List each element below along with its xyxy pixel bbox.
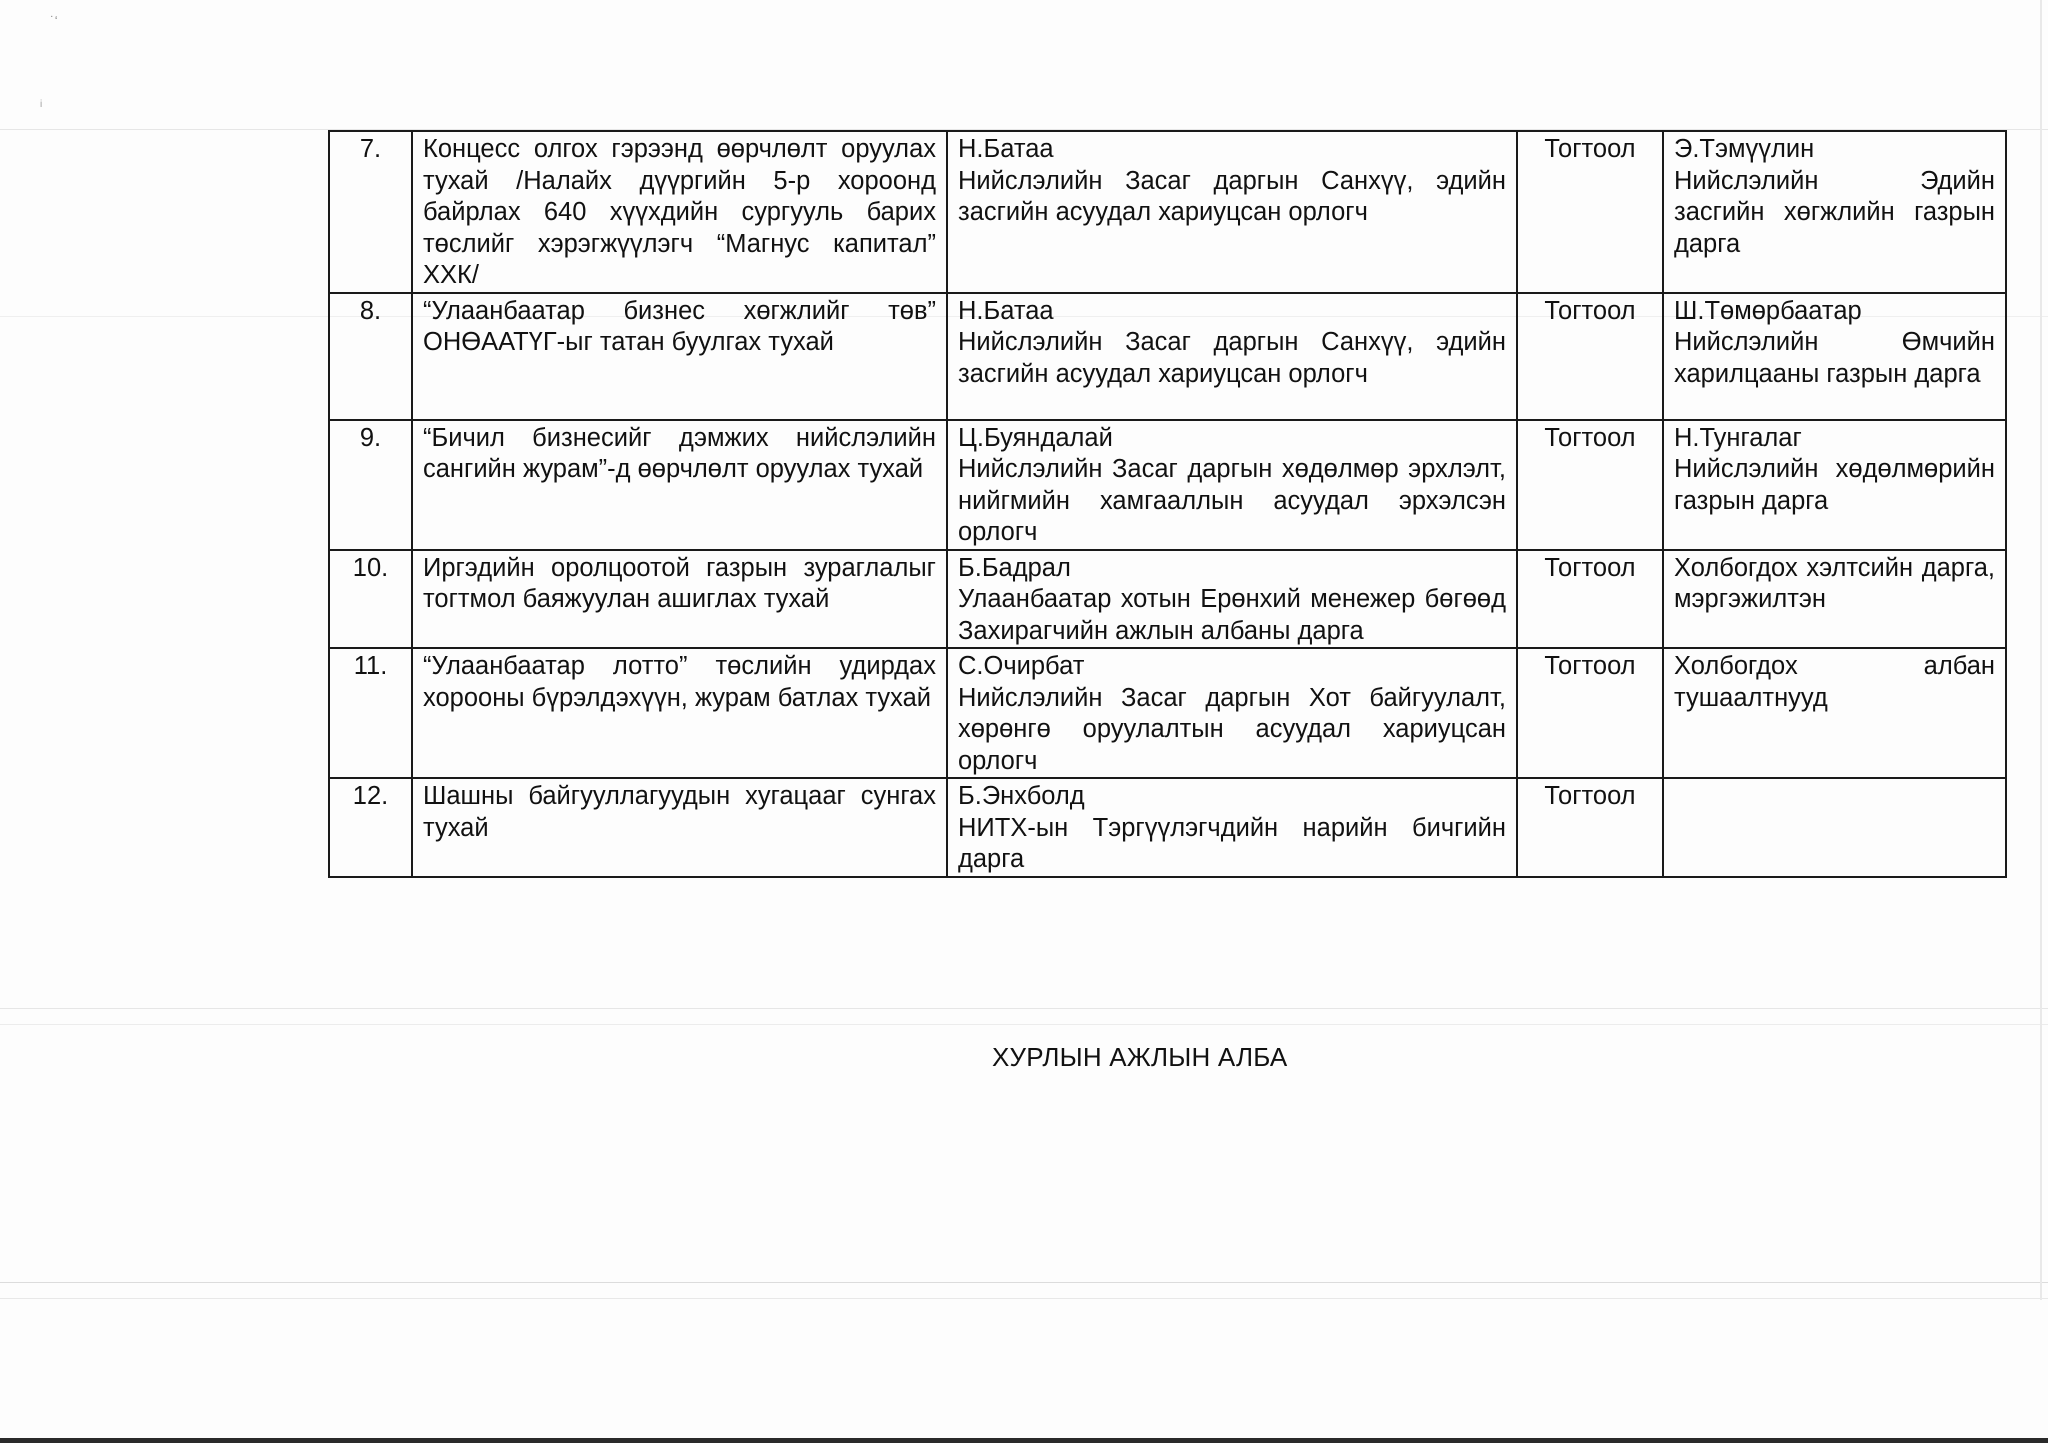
scan-line	[0, 1024, 2048, 1025]
table-row	[329, 550, 2006, 649]
responsible-cell	[1663, 420, 2006, 550]
presenter-position: Нийслэлийн Засаг даргын Санхүү, эдийн засгийн асуудал хариуцсан орлогч	[958, 328, 1506, 388]
presenter-position: Улаанбаатар хотын Ерөнхий менежер бөгөөд Захирагчийн ажлын албаны дарга	[958, 585, 1506, 645]
responsible-position: Нийслэлийн Эдийн засгийн хөгжлийн газрын дарга	[1674, 166, 1995, 258]
row-number: 11.	[329, 648, 412, 778]
presenter-cell	[947, 293, 1517, 420]
scan-line	[0, 1282, 2048, 1283]
row-number: 12.	[329, 778, 412, 877]
presenter-name: Н.Батаа	[958, 296, 1054, 325]
scan-bottom-edge	[0, 1438, 2048, 1443]
responsible-cell	[1663, 131, 2006, 293]
agenda-topic: “Улаанбаатар лотто” төслийн удирдах хорооны бүрэлдэхүүн, журам батлах тухай	[412, 648, 947, 778]
scan-speck: ᵢ	[40, 93, 43, 109]
presenter-cell	[947, 420, 1517, 550]
row-number: 8.	[329, 293, 412, 420]
presenter-name: Ц.Буяндалай	[958, 423, 1113, 452]
decision-type: Тогтоол	[1517, 293, 1663, 420]
agenda-topic: Иргэдийн оролцоотой газрын зураглалыг тогтмол баяжуулан ашиглах тухай	[412, 550, 947, 649]
scan-speck: ˙ʻ	[50, 13, 58, 29]
presenter-name: С.Очирбат	[958, 652, 1085, 680]
responsible-cell	[1663, 648, 2006, 778]
responsible-cell	[1663, 550, 2006, 649]
responsible-cell	[1663, 778, 2006, 877]
responsible-cell	[1663, 293, 2006, 420]
agenda-topic: Шашны байгууллагуудын хугацааг сунгах тухай	[412, 778, 947, 877]
responsible-position: Нийслэлийн Өмчийн харилцааны газрын дарга	[1674, 328, 1995, 388]
presenter-cell	[947, 550, 1517, 649]
agenda-topic: “Бичил бизнесийг дэмжих нийслэлийн сангийн журам”-д өөрчлөлт оруулах тухай	[412, 420, 947, 550]
table-row	[329, 131, 2006, 293]
row-number: 9.	[329, 420, 412, 550]
scan-line	[0, 1298, 2048, 1299]
presenter-name: Б.Энхболд	[958, 782, 1085, 810]
decision-type: Тогтоол	[1517, 648, 1663, 778]
presenter-cell	[947, 778, 1517, 877]
table-row	[329, 420, 2006, 550]
decision-type: Тогтоол	[1517, 131, 1663, 293]
presenter-position: Нийслэлийн Засаг даргын Хот байгуулалт, хөрөнгө оруулалтын асуудал хариуцсан орлогч	[958, 683, 1506, 775]
presenter-cell	[947, 131, 1517, 293]
responsible-position: Холбогдох хэлтсийн дарга, мэргэжилтэн	[1674, 553, 1995, 613]
responsible-name: Э.Тэмүүлин	[1674, 135, 1815, 163]
decision-type: Тогтоол	[1517, 778, 1663, 877]
row-number: 7.	[329, 131, 412, 293]
agenda-topic: Концесс олгох гэрээнд өөрчлөлт оруулах тухай /Налайх дүүргийн 5-р хороонд байрлах 640 хүүхдийн сургууль барих төслийг хэрэгжүүлэгч “Магнус капитал” ХХК/	[412, 131, 947, 293]
presenter-name: Б.Бадрал	[958, 553, 1071, 582]
responsible-name: Ш.Төмөрбаатар	[1674, 296, 1862, 325]
presenter-position: НИТХ-ын Тэргүүлэгчдийн нарийн бичгийн дарга	[958, 813, 1506, 873]
presenter-name: Н.Батаа	[958, 135, 1054, 163]
presenter-position: Нийслэлийн Засаг даргын хөдөлмөр эрхлэлт, нийгмийн хамгааллын асуудал эрхэлсэн орлогч	[958, 455, 1506, 546]
agenda-topic: “Улаанбаатар бизнес хөгжлийг төв” ОНӨААТҮГ-ыг татан буулгах тухай	[412, 293, 947, 420]
presenter-cell	[947, 648, 1517, 778]
responsible-position: Нийслэлийн хөдөлмөрийн газрын дарга	[1674, 455, 1995, 515]
table-row	[329, 778, 2006, 877]
table-row	[329, 293, 2006, 420]
scan-line	[0, 1008, 2048, 1009]
responsible-name: Н.Тунгалаг	[1674, 423, 1802, 452]
office-signature-title: ХУРЛЫН АЖЛЫН АЛБА	[992, 1042, 1288, 1072]
decision-type: Тогтоол	[1517, 550, 1663, 649]
scan-edge	[2040, 0, 2042, 1300]
agenda-table	[328, 130, 2007, 878]
table-row	[329, 648, 2006, 778]
row-number: 10.	[329, 550, 412, 649]
responsible-position: Холбогдох албан тушаалтнууд	[1674, 652, 1995, 712]
presenter-position: Нийслэлийн Засаг даргын Санхүү, эдийн засгийн асуудал хариуцсан орлогч	[958, 166, 1506, 226]
decision-type: Тогтоол	[1517, 420, 1663, 550]
